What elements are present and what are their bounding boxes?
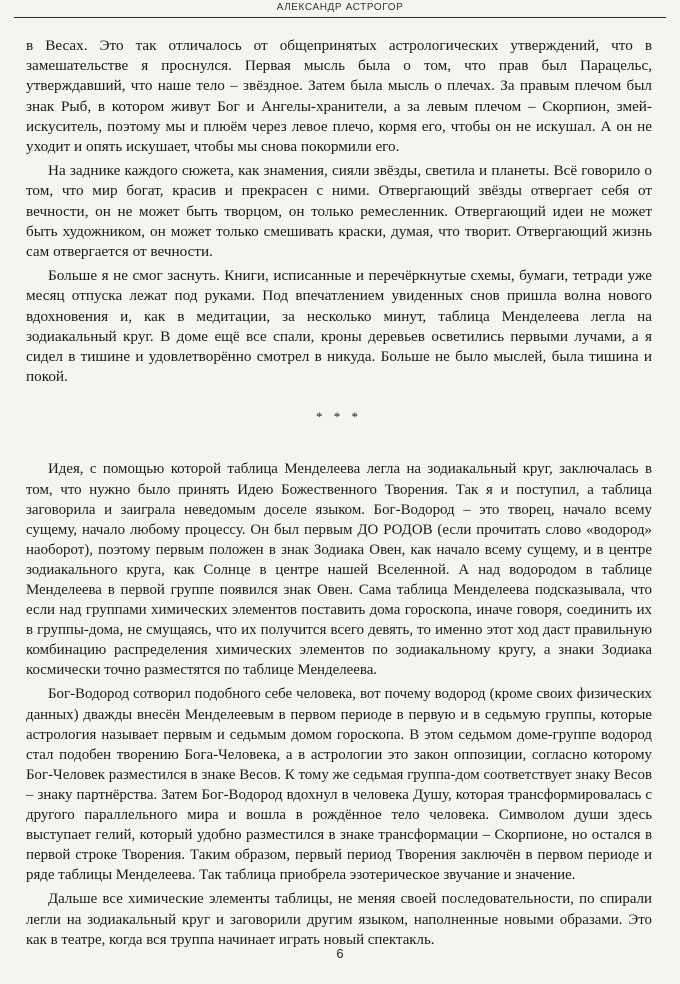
paragraph-sleepless: Больше я не смог заснуть. Книги, исписанные и перечёркнутые схемы, бумаги, тетради уже месяц отпуска лежат под руками. Под впечатлением увиденных снов пришла волна нового вдохновения и, как в медитации, за несколько минут, таблица Менделеева легла на зодиакальный круг. В доме ещё все спали, кроны деревьев осветились первыми лучами, а я сидел в тишине и удовлетворённо смотрел в никуда. Больше не было мыслей, была тишина и покой.	[26, 267, 652, 386]
paragraph-hydrogen: Бог-Водород сотворил подобного себе человека, вот почему водород (кроме своих физических данных) дважды внесён Менделеевым в первом периоде в первую и в седьмую группы, которые астрология называет первым и седьмым домом гороскопа. В этом седьмом доме-группе водород стал подобен творению Бога-Человека, а в астрологии это закон оппозиции, согласно которому Бог-Человек разместился в знаке Весов. К тому же седьмая группа-дом соответствует знаку Весов – знаку партнёрства. Затем Бог-Водород вдохнул в человека Душу, которая трансформировалась с другого параллельного мира и вошла в рождённое тело человека. Символом души здесь выступает гелий, который удобно разместился в знаке трансформации – Скорпионе, но остался в первой строке Творения. Таким образом, первый период Творения заключён в первом периоде и ряде таблицы Менделеева. Так таблица приобрела эзотерическое звучание и значение.	[26, 686, 652, 884]
paragraph-stars: На заднике каждого сюжета, как знамения, сияли звёзды, светила и планеты. Всё говорило о том, что мир богат, красив и прекрасен с ними. Отвергающий звёзды отвергает себя от вечности, он не может быть творцом, он только ремесленник. Отвергающий идеи не может быть художником, он может только смешивать краски, думая, что творит. Отвергающий жизнь сам отвергается от вечности.	[26, 162, 652, 261]
paragraph-spiral: Дальше все химические элементы таблицы, не меняя своей последовательности, по спирали легли на зодиакальный круг и заговорили другим языком, наполненные новыми образами. Это как в театре, когда вся труппа начинает играть новый спектакль.	[26, 891, 652, 948]
paragraph-continuation: в Весах. Это так отличалось от общепринятых астрологических утверждений, что в замешательстве я проснулся. Первая мысль была о том, что прав был Парацельс, утверждавший, что наше тело – звёздное. Затем была мысль о плечах. За правым плечом был знак Рыб, в котором живут Бог и Ангелы-хранители, а за левым плечом – Скорпион, змей-искуситель, поэтому мы и плюём через левое плечо, кормя его, чтобы он не искушал. А он не уходит и опять искушает, чтобы мы снова покормили его.	[26, 37, 652, 156]
page-number: 6	[336, 946, 344, 961]
paragraph-idea: Идея, с помощью которой таблица Менделеева легла на зодиакальный круг, заключалась в том, что нужно было принять Идею Божественного Творения. Так я и поступил, а таблица заговорила и заиграла неведомым доселе языком. Бог-Водород – это творец, начало всему сущему, начало любому процессу. Он был первым ДО РОДОВ (если прочитать слово «водород» наоборот), поэтому первым положен в знак Зодиака Овен, как начало всему сущему, и в центре зодиакального круга, как Солнце в центре нашей Вселенной. А над водородом в таблице Менделеева в первой группе появился знак Овен. Сама таблица Менделеева подсказывала, что если над группами химических элементов поставить дома гороскопа, иначе говоря, соединить их в группы-дома, не смущаясь, что их получится всего девять, то именно этот ход даст правильную комбинацию распределения химических элементов по зодиакальному кругу, а знаки Зодиака космически точно разместятся по таблице Менделеева.	[26, 461, 652, 679]
page-body	[26, 36, 652, 954]
running-head: АЛЕКСАНДР АСТРОГОР	[14, 0, 666, 18]
section-separator: * * *	[316, 409, 362, 425]
